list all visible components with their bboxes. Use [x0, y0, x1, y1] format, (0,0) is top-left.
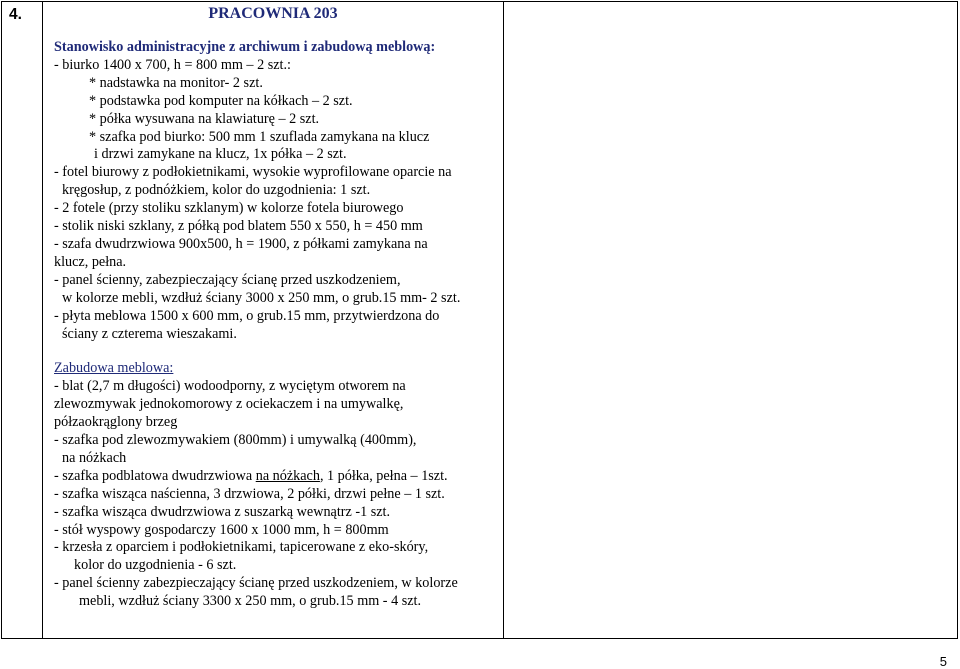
list-item: - blat (2,7 m długości) wodoodporny, z wyciętym otworem na	[54, 378, 406, 395]
underlined-text: na nóżkach	[255, 467, 320, 484]
list-item: w kolorze mebli, wzdłuż ściany 3000 x 250 mm, o grub.15 mm- 2 szt.	[62, 289, 461, 306]
list-item: kręgosłup, z podnóżkiem, kolor do uzgodnienia: 1 szt.	[62, 182, 371, 199]
list-item: - szafka wisząca naścienna, 3 drzwiowa, 2 półki, drzwi pełne – 1 szt.	[54, 485, 445, 502]
list-item: - stolik niski szklany, z półką pod blatem 550 x 550, h = 450 mm	[54, 218, 423, 235]
equipment-table	[1, 1, 958, 639]
list-item: mebli, wzdłuż ściany 3300 x 250 mm, o grub.15 mm - 4 szt.	[79, 593, 422, 610]
list-item: - płyta meblowa 1500 x 600 mm, o grub.15 mm, przytwierdzona do	[54, 307, 440, 324]
list-item: - stół wyspowy gospodarczy 1600 x 1000 mm, h = 800mm	[54, 521, 389, 538]
list-item: - fotel biurowy z podłokietnikami, wysokie wyprofilowane oparcie na	[54, 164, 452, 181]
list-item: klucz, pełna.	[54, 253, 127, 270]
empty-cell	[504, 2, 958, 639]
row-number-cell	[2, 2, 43, 639]
equipment-list	[54, 39, 501, 611]
description-cell	[43, 2, 504, 639]
section-heading: Stanowisko administracyjne z archiwum i zabudową meblową:	[54, 39, 436, 55]
list-item: * półka wysuwana na klawiaturę – 2 szt.	[89, 110, 320, 127]
list-item: kolor do uzgodnienia - 6 szt.	[74, 557, 237, 574]
list-item: - panel ścienny, zabezpieczający ścianę przed uszkodzeniem,	[54, 271, 401, 288]
list-item	[54, 468, 501, 486]
section-heading: Zabudowa meblowa:	[54, 360, 174, 377]
list-item: ściany z czterema wieszakami.	[62, 325, 237, 342]
list-item: na nóżkach	[62, 449, 127, 466]
list-item: - 2 fotele (przy stoliku szklanym) w kolorze fotela biurowego	[54, 200, 404, 217]
list-item: i drzwi zamykane na klucz, 1x półka – 2 szt.	[94, 146, 347, 163]
list-item: zlewozmywak jednokomorowy z ociekaczem i na umywalkę,	[54, 396, 404, 413]
list-item: - szafa dwudrzwiowa 900x500, h = 1900, z półkami zamykana na	[54, 235, 428, 252]
list-item-text: , 1 półka, pełna – 1szt.	[319, 467, 448, 484]
list-item: - biurko 1400 x 700, h = 800 mm – 2 szt.:	[54, 56, 291, 73]
list-item-text: - szafka podblatowa dwudrzwiowa	[54, 467, 256, 484]
list-item: * podstawka pod komputer na kółkach – 2 szt.	[89, 92, 353, 109]
list-item: * nadstawka na monitor- 2 szt.	[89, 74, 263, 91]
list-item: * szafka pod biurko: 500 mm 1 szuflada zamykana na klucz	[89, 128, 430, 145]
list-item: - panel ścienny zabezpieczający ścianę przed uszkodzeniem, w kolorze	[54, 575, 458, 592]
list-item: - szafka pod zlewozmywakiem (800mm) i umywalką (400mm),	[54, 432, 417, 449]
table-row	[2, 2, 958, 639]
room-title: PRACOWNIA 203	[208, 5, 338, 22]
list-item: - krzesła z oparciem i podłokietnikami, tapicerowane z eko-skóry,	[54, 539, 429, 556]
row-number: 4.	[9, 6, 22, 23]
page-number: 5	[939, 654, 947, 669]
list-item: - szafka wisząca dwudrzwiowa z suszarką wewnątrz -1 szt.	[54, 503, 391, 520]
list-item: półzaokrąglony brzeg	[54, 414, 178, 431]
